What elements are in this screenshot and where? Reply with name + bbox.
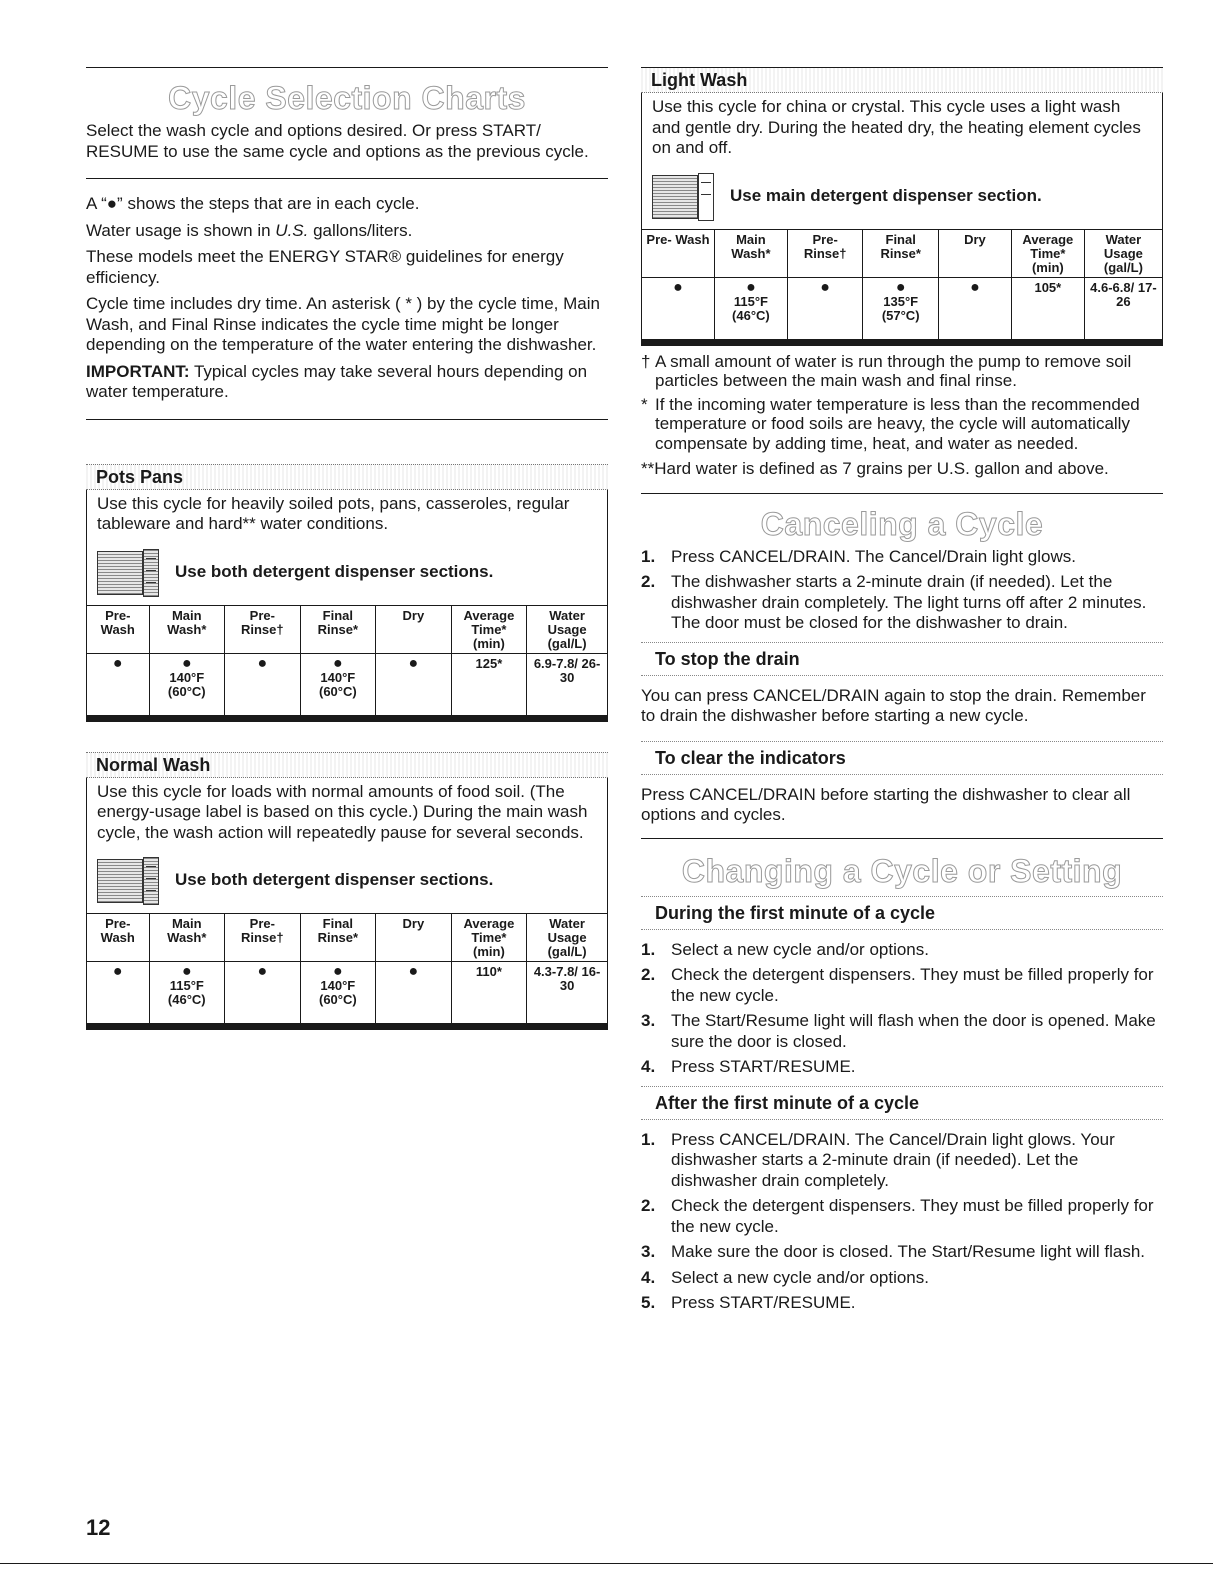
table-row [642,277,1163,339]
main-wash-temp: 140°F (60°C) [167,669,206,699]
col-dry: Dry [376,914,452,962]
list-item [641,572,1163,634]
cycle-body [86,490,608,605]
important-note [86,362,608,403]
cycle-box-normal-wash [86,752,608,1031]
col-prewash: Pre- Wash [642,229,715,277]
main-wash-dot: ● [181,654,192,672]
final-rinse-dot: ● [333,654,343,672]
cycle-description: Use this cycle for china or crystal. This cycle uses a light wash and gentle dry. During the heated dry, the heating element cycles on and off. [652,97,1141,157]
step-number: 3. [641,1242,656,1261]
step-text: The dishwasher starts a 2-minute drain (if needed). Let the dishwasher drain completely. The light turns off after 2 minutes. The door must be closed for the dishwasher to drain. [671,572,1147,632]
col-dry: Dry [938,229,1011,277]
avg-time-cell: 105* [1011,277,1084,339]
step-text: Check the detergent dispensers. They must be filled properly for the new cycle. [671,1196,1154,1236]
dry-cell: ● [376,962,452,1024]
final-rinse-temp: 135°F (57°C) [881,293,920,323]
final-rinse-dot: ● [895,278,906,296]
list-item [641,1057,1163,1078]
avg-time-cell: 110* [451,962,527,1024]
main-wash-dot: ● [181,963,192,980]
step-number: 5. [641,1293,656,1312]
final-rinse-temp: 140°F (60°C) [318,978,357,1007]
list-item [641,1293,1163,1314]
water-usage-cell: 4.3-7.8/ 16-30 [527,962,608,1024]
detergent-dispenser-icon [97,857,157,903]
divider [86,67,608,68]
col-dry: Dry [376,605,452,653]
subheading-clear-indicators: To clear the indicators [641,741,1163,775]
table-footer-bar [641,340,1163,346]
divider [641,493,1163,494]
avg-time-cell: 125* [451,653,527,715]
cycle-box-light-wash [641,67,1163,346]
divider [641,838,1163,839]
col-water-usage: Water Usage (gal/L) [1084,229,1162,277]
dispenser-instruction: Use main detergent dispenser section. [730,185,1042,205]
col-avg-time: Average Time* (min) [451,605,527,653]
cycle-table [86,913,608,1024]
step-text: Press START/RESUME. [671,1057,856,1076]
step-text: The Start/Resume light will flash when the door is opened. Make sure the door is closed. [671,1011,1156,1051]
main-wash-temp: 115°F (46°C) [167,978,206,1007]
footnote-double-asterisk [641,459,1163,479]
col-water-usage: Water Usage (gal/L) [527,605,608,653]
subheading-after-first-minute: After the first minute of a cycle [641,1086,1163,1120]
clear-indicators-text: Press CANCEL/DRAIN before starting the dishwasher to clear all options and cycles. [641,784,1131,824]
dispenser-instruction: Use both detergent dispenser sections. [175,561,494,581]
main-wash-dot: ● [746,278,756,296]
list-item [641,1268,1163,1289]
dot-explanation: A “●” shows the steps that are in each cycle. [86,194,420,213]
footnote-asterisk [641,395,1163,454]
list-item [641,965,1163,1006]
footnotes [641,352,1163,479]
section-title-cycle-selection: Cycle Selection Charts [168,80,526,116]
col-prewash: Pre- Wash [87,914,150,962]
list-item [641,1130,1163,1192]
subheading-first-minute: During the first minute of a cycle [641,896,1163,930]
right-column [641,0,1163,1319]
step-number: 2. [641,572,656,591]
water-usage-italic: U.S. [275,220,309,240]
col-avg-time: Average Time* (min) [1011,229,1084,277]
page-bottom-rule [0,1563,1213,1564]
col-prerinse: Pre- Rinse† [225,605,301,653]
cycle-table [641,229,1163,340]
cycle-description: Use this cycle for loads with normal amounts of food soil. (The energy-usage label is based on this cycle.) During the main wash cycle, the wash action will repeatedly pause for several seconds. [97,781,588,842]
footnote-text: **Hard water is defined as 7 grains per U.S. gallon and above. [641,459,1109,478]
prewash-cell: ● [87,653,150,715]
step-number: 2. [641,965,656,984]
final-rinse-temp: 140°F (60°C) [318,669,357,699]
left-column [86,0,608,1030]
detergent-dispenser-icon [652,173,712,219]
cycle-table [86,605,608,716]
col-prewash: Pre- Wash [87,605,150,653]
col-final-rinse: Final Rinse* [300,605,376,653]
cycle-box-pots-pans [86,464,608,722]
step-number: 3. [641,1011,656,1030]
cycle-body [641,93,1163,229]
footnote-text: If the incoming water temperature is less than the recommended temperature or food soils are heavy, the cycle will automatically compensate by adding time, heat, and water as needed. [655,394,1140,453]
prerinse-cell: ● [787,277,863,339]
section-title-changing: Changing a Cycle or Setting [681,852,1123,889]
important-label: IMPORTANT: [86,361,190,381]
dry-cell: ● [938,277,1011,339]
step-number: 1. [641,939,656,959]
prewash-cell: ● [642,277,715,339]
col-final-rinse: Final Rinse* [863,229,939,277]
cycle-name: Normal Wash [86,752,608,778]
intro-text: Select the wash cycle and options desired. Or press START/ RESUME to use the same cycle and options as the previous cycle. [86,121,589,161]
stop-drain-text: You can press CANCEL/DRAIN again to stop the drain. Remember to drain the dishwasher before starting a new cycle. [641,685,1146,725]
col-final-rinse: Final Rinse* [300,914,376,962]
dispenser-instruction: Use both detergent dispenser sections. [175,870,494,889]
subheading-stop-drain: To stop the drain [641,642,1163,676]
list-item [641,940,1163,961]
step-number: 4. [641,1057,656,1076]
prerinse-cell: ● [225,653,301,715]
energy-star-note: These models meet the ENERGY STAR® guidelines for energy efficiency. [86,247,564,287]
list-item [641,1242,1163,1263]
step-text: Select a new cycle and/or options. [671,939,929,959]
table-row [87,962,608,1024]
dispenser-row [97,843,597,913]
dry-cell: ● [376,653,452,715]
dispenser-row [652,159,1152,229]
main-wash-cell [149,962,225,1024]
cycle-description: Use this cycle for heavily soiled pots, pans, casseroles, regular tableware and hard** water conditions. [97,493,570,533]
dispenser-row [97,535,597,605]
divider [86,178,608,179]
footnote-dagger [641,352,1163,391]
table-header-row [642,229,1163,277]
final-rinse-cell [863,277,939,339]
final-rinse-cell [300,962,376,1024]
important-text: Typical cycles may take several hours depending on water temperature. [86,361,588,401]
first-minute-steps [641,940,1163,1078]
final-rinse-dot: ● [333,963,343,980]
footnote-symbol: * [641,394,648,414]
list-item [641,547,1163,568]
step-text: Make sure the door is closed. The Start/Resume light will flash. [671,1242,1146,1261]
step-text: Press CANCEL/DRAIN. The Cancel/Drain light glows. [671,546,1076,566]
step-text: Select a new cycle and/or options. [671,1267,929,1287]
water-usage-note [86,221,608,242]
prerinse-cell: ● [225,962,301,1024]
table-row [87,653,608,715]
cycle-name: Light Wash [641,67,1163,93]
main-wash-cell [714,277,787,339]
col-main-wash: Main Wash* [149,914,225,962]
section-title-canceling: Canceling a Cycle [760,505,1044,542]
footnote-text: A small amount of water is run through the pump to remove soil particles between the main wash and final rinse. [655,351,1132,390]
water-usage-cell: 6.9-7.8/ 26-30 [527,653,608,715]
cycle-time-note: Cycle time includes dry time. An asterisk ( * ) by the cycle time, Main Wash, and Final Rinse indicates the cycle time might be longer depending on the temperature of the water entering the dishwasher. [86,294,600,354]
list-item [641,1196,1163,1237]
footnote-symbol: † [641,351,651,371]
list-item [641,1011,1163,1052]
table-footer-bar [86,1024,608,1030]
main-wash-cell [149,653,225,715]
water-usage-cell: 4.6-6.8/ 17-26 [1084,277,1162,339]
col-main-wash: Main Wash* [149,605,225,653]
after-first-minute-steps [641,1130,1163,1314]
canceling-steps [641,547,1163,634]
step-number: 4. [641,1267,656,1287]
table-header-row [87,914,608,962]
divider [86,419,608,420]
step-number: 1. [641,1129,656,1149]
cycle-body [86,778,608,914]
col-prerinse: Pre- Rinse† [225,914,301,962]
cycle-name: Pots Pans [86,464,608,490]
water-usage-suffix: gallons/liters. [308,220,413,240]
step-number: 1. [641,546,656,566]
final-rinse-cell [300,653,376,715]
step-text: Press START/RESUME. [671,1293,856,1312]
prewash-cell: ● [87,962,150,1024]
step-number: 2. [641,1196,656,1215]
col-water-usage: Water Usage (gal/L) [527,914,608,962]
water-usage-prefix: Water usage is shown in [86,220,276,240]
page-number: 12 [86,1515,111,1540]
col-avg-time: Average Time* (min) [451,914,527,962]
table-header-row [87,605,608,653]
col-main-wash: Main Wash* [714,229,787,277]
step-text: Check the detergent dispensers. They must be filled properly for the new cycle. [671,965,1154,1005]
col-prerinse: Pre- Rinse† [787,229,863,277]
table-footer-bar [86,716,608,722]
step-text: Press CANCEL/DRAIN. The Cancel/Drain light glows. Your dishwasher starts a 2-minute drain (if needed). Let the dishwasher drain completely. [671,1129,1115,1190]
detergent-dispenser-icon [97,549,157,595]
main-wash-temp: 115°F (46°C) [732,293,770,323]
